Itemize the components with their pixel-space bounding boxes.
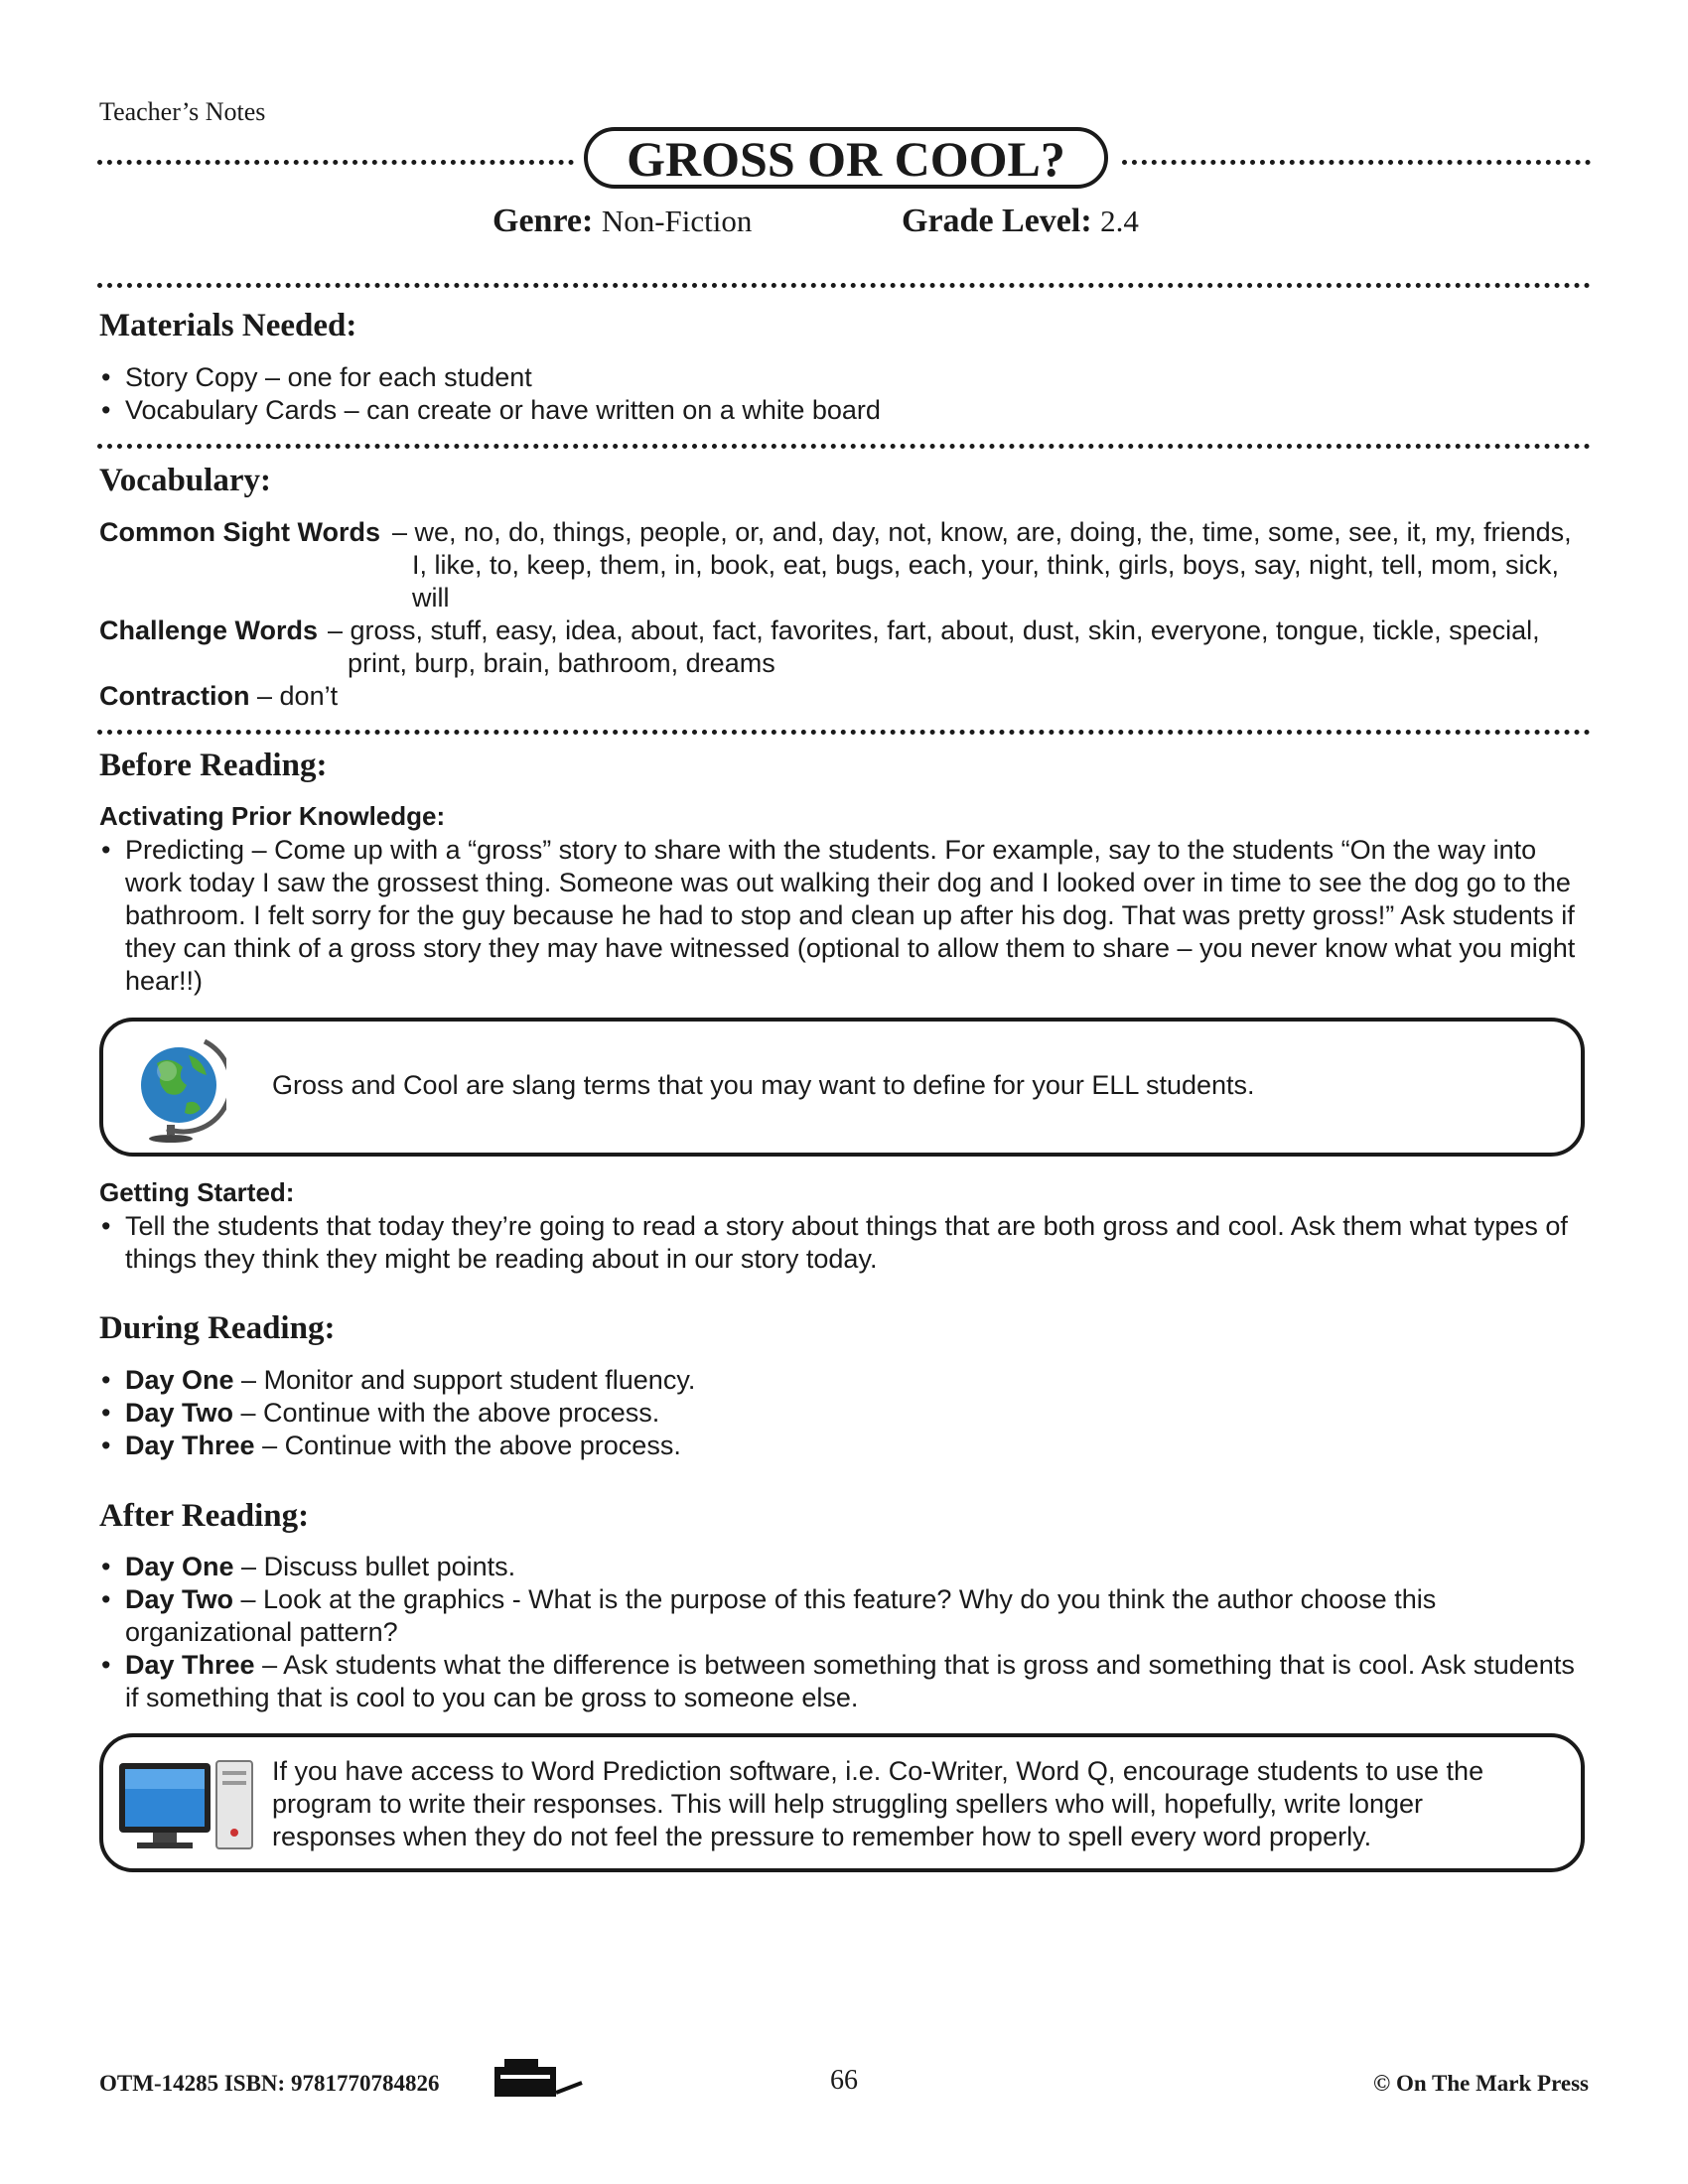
day-text: – Continue with the above process. <box>233 1398 660 1428</box>
sight-words-row <box>99 516 1589 614</box>
list-item <box>99 1551 1579 1583</box>
challenge-words-row <box>99 614 1589 680</box>
divider <box>97 283 1591 288</box>
page-number: 66 <box>830 2065 858 2096</box>
day-text: – Continue with the above process. <box>254 1431 681 1460</box>
day-label: Day One <box>125 1552 234 1581</box>
ell-note-text: Gross and Cool are slang terms that you may want to define for your ELL students. <box>272 1070 1255 1100</box>
section-label: Teacher’s Notes <box>99 97 266 126</box>
prior-knowledge-label: Activating Prior Knowledge: <box>99 801 446 831</box>
tech-note-text: If you have access to Word Prediction software, i.e. Co-Writer, Word Q, encourage students to use the program to write their responses. This will help struggling spellers who will, hopefully, write longer responses when they do not feel the pressure to remember how to spell every word properly. <box>272 1756 1484 1851</box>
genre-label: Genre: <box>492 203 594 239</box>
sight-words-label: Common Sight Words <box>99 517 380 547</box>
grade-value: 2.4 <box>1100 204 1139 238</box>
list-item: • Vocabulary Cards – can create or have written on a white board <box>99 394 1589 427</box>
challenge-words-list: – gross, stuff, easy, idea, about, fact, favorites, fart, about, dust, skin, everyone, tongue, tickle, special, print, burp, brain, bathroom, dreams <box>328 615 1540 678</box>
vocabulary-heading: Vocabulary: <box>99 463 271 498</box>
day-text: – Discuss bullet points. <box>233 1552 516 1581</box>
day-text: – Monitor and support student fluency. <box>233 1365 696 1395</box>
grade-line <box>902 203 1139 240</box>
grade-label: Grade Level: <box>902 203 1092 239</box>
day-label: Day Three <box>125 1650 255 1680</box>
materials-list <box>99 361 1589 427</box>
getting-started-list <box>99 1210 1579 1276</box>
contraction-row <box>99 680 338 713</box>
before-reading-heading: Before Reading: <box>99 748 328 783</box>
list-item: • Predicting – Come up with a “gross” story to share with the students. For example, say to the students “On the way into work today I saw the grossest thing. Someone was out walking their dog and I looked over in time to see the dog go to the bathroom. I felt sorry for the guy because he had to stop and clean up after his dog. That was pretty gross!” Ask students if they can think of a gross story they may have witnessed (optional to allow them to share – you never know what you might hear!!) <box>99 834 1579 998</box>
globe-icon <box>127 1033 226 1145</box>
footer-code: OTM-14285 ISBN: 9781770784826 <box>99 2071 440 2096</box>
day-text: – Look at the graphics - What is the purpose of this feature? Why do you think the author choose this organizational pattern? <box>125 1584 1437 1647</box>
day-label: Day One <box>125 1365 234 1395</box>
day-text: – Ask students what the difference is between something that is gross and something that is cool. Ask students if something that is cool to you can be gross to someone else. <box>125 1650 1575 1712</box>
day-label: Day Two <box>125 1398 234 1428</box>
ell-note-box <box>99 1018 1585 1157</box>
materials-heading: Materials Needed: <box>99 308 357 343</box>
day-label: Day Two <box>125 1584 234 1614</box>
page-title: GROSS OR COOL? <box>584 127 1108 189</box>
list-item <box>99 1649 1579 1714</box>
after-reading-list <box>99 1551 1579 1714</box>
printer-icon <box>491 2055 588 2103</box>
after-reading-heading: After Reading: <box>99 1498 310 1534</box>
title-divider-right <box>1122 160 1591 165</box>
list-item <box>99 1364 1579 1397</box>
challenge-words-label: Challenge Words <box>99 615 319 645</box>
sight-words-list: – we, no, do, things, people, or, and, day, not, know, are, doing, the, time, some, see, it, my, friends, I, like, to, keep, them, in, book, eat, bugs, each, your, think, girls, boys, say, night, tell, mom, sick, will <box>392 517 1572 613</box>
title-divider-left <box>97 160 574 165</box>
prior-knowledge-list <box>99 834 1579 998</box>
tech-note-box <box>99 1733 1585 1872</box>
computer-icon <box>117 1759 256 1854</box>
list-item: • Tell the students that today they’re going to read a story about things that are both gross and cool. Ask them what types of things they think they might be reading about in our story today. <box>99 1210 1579 1276</box>
day-label: Day Three <box>125 1431 255 1460</box>
getting-started-label: Getting Started: <box>99 1177 295 1207</box>
divider <box>97 444 1591 449</box>
during-reading-heading: During Reading: <box>99 1310 336 1346</box>
list-item <box>99 1583 1579 1649</box>
genre-value: Non-Fiction <box>601 204 753 238</box>
contraction-label: Contraction <box>99 681 250 711</box>
list-item <box>99 1397 1579 1430</box>
during-reading-list <box>99 1364 1579 1462</box>
contraction-words: – don’t <box>257 681 339 711</box>
genre-line <box>492 203 752 240</box>
list-item <box>99 1430 1579 1462</box>
divider <box>97 730 1591 735</box>
list-item: • Story Copy – one for each student <box>99 361 1589 394</box>
footer-publisher: © On The Mark Press <box>1373 2071 1589 2096</box>
